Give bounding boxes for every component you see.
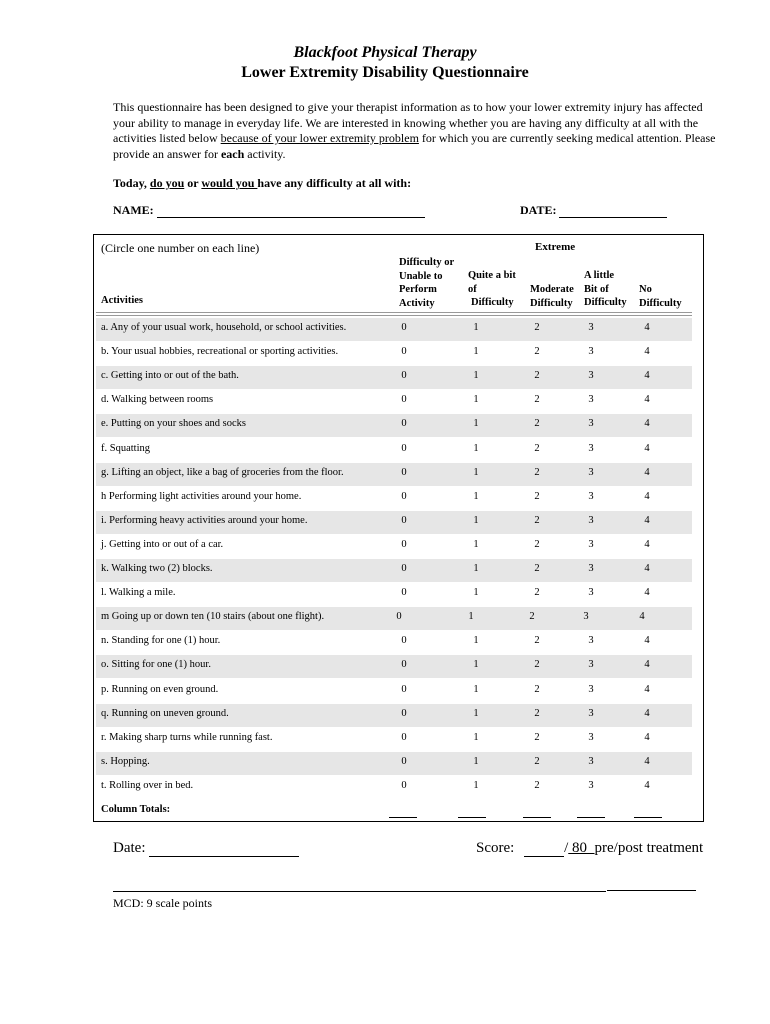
activity-label: f. Squatting — [101, 442, 150, 454]
table-row — [96, 655, 692, 678]
col4-line4: Difficulty — [639, 297, 682, 309]
score-option-0[interactable]: 0 — [401, 731, 407, 743]
score-option-0[interactable]: 0 — [401, 442, 407, 454]
intro-bold: each — [220, 146, 245, 161]
score-option-4[interactable]: 4 — [644, 755, 650, 767]
table-row — [96, 559, 692, 582]
form-subtitle: Lower Extremity Disability Questionnaire — [241, 64, 529, 81]
score-option-2[interactable]: 2 — [534, 755, 540, 767]
activity-label: s. Hopping. — [101, 755, 150, 767]
activity-label: e. Putting on your shoes and socks — [101, 418, 246, 430]
total-blank-4[interactable] — [634, 817, 662, 818]
bottom-date-input-line[interactable] — [149, 842, 299, 857]
score-field — [476, 840, 703, 857]
score-option-1[interactable]: 1 — [473, 370, 479, 382]
table-row — [96, 463, 692, 486]
column-header-3 — [584, 269, 627, 310]
score-option-3[interactable]: 3 — [588, 418, 594, 430]
activity-label: p. Running on even ground. — [101, 683, 219, 695]
name-input-line[interactable] — [157, 205, 425, 218]
total-blank-1[interactable] — [458, 817, 486, 818]
bottom-date-field — [113, 840, 299, 857]
col3-line2: A little — [584, 270, 615, 281]
header-divider-2 — [96, 315, 692, 316]
table-row — [96, 680, 692, 703]
score-option-2[interactable]: 2 — [534, 394, 540, 406]
score-option-4[interactable]: 4 — [644, 538, 650, 550]
score-option-2[interactable]: 2 — [529, 611, 535, 623]
table-row — [96, 511, 692, 534]
score-option-3[interactable]: 3 — [588, 442, 594, 454]
score-option-1[interactable]: 1 — [473, 394, 479, 406]
score-option-2[interactable]: 2 — [534, 346, 540, 358]
score-option-3[interactable]: 3 — [588, 394, 594, 406]
score-option-0[interactable]: 0 — [401, 755, 407, 767]
intro-text-3: activity. — [244, 146, 286, 161]
score-option-0[interactable]: 0 — [401, 490, 407, 502]
score-option-0[interactable]: 0 — [401, 563, 407, 574]
score-option-0[interactable]: 0 — [401, 346, 407, 358]
score-option-1[interactable]: 1 — [473, 563, 479, 574]
score-option-0[interactable]: 0 — [401, 659, 407, 671]
column-totals-label: Column Totals: — [101, 804, 171, 815]
activity-label: b. Your usual hobbies, recreational or sporting activities. — [101, 346, 339, 358]
activity-label: d. Walking between rooms — [101, 394, 214, 406]
score-option-3[interactable]: 3 — [588, 370, 594, 382]
col3-line3: Bit of — [584, 283, 609, 295]
score-option-1[interactable]: 1 — [473, 418, 479, 430]
score-option-1[interactable]: 1 — [473, 538, 479, 550]
score-option-1[interactable]: 1 — [473, 779, 479, 791]
score-option-1[interactable]: 1 — [473, 755, 479, 767]
activity-label: j. Getting into or out of a car. — [101, 538, 224, 550]
activity-label: a. Any of your usual work, household, or school activities. — [101, 322, 347, 333]
score-suffix: pre/post treatment — [594, 840, 704, 856]
score-option-3[interactable]: 3 — [588, 514, 594, 526]
score-option-2[interactable]: 2 — [534, 707, 540, 719]
activity-label: o. Sitting for one (1) hour. — [101, 659, 211, 671]
header-divider — [96, 312, 692, 313]
score-option-3[interactable]: 3 — [588, 346, 594, 358]
column-header-2 — [530, 283, 574, 310]
score-option-3[interactable]: 3 — [583, 611, 589, 623]
activity-label: t. Rolling over in bed. — [101, 779, 194, 791]
table-row — [96, 583, 692, 606]
name-field — [113, 203, 425, 218]
activity-label: g. Lifting an object, like a bag of groceries from the floor. — [101, 466, 344, 478]
table-row — [96, 631, 692, 654]
score-option-0[interactable]: 0 — [401, 707, 407, 719]
column-header-4 — [639, 283, 682, 310]
score-option-4[interactable]: 4 — [644, 514, 650, 526]
today-question — [113, 176, 411, 191]
score-option-3[interactable]: 3 — [588, 707, 594, 719]
score-label: Score: — [476, 840, 515, 856]
col1-line2: Quite a bit — [468, 270, 516, 281]
score-option-4[interactable]: 4 — [644, 490, 650, 502]
score-option-1[interactable]: 1 — [473, 466, 479, 478]
score-option-1[interactable]: 1 — [473, 683, 479, 695]
table-row — [96, 390, 692, 413]
score-option-0[interactable]: 0 — [396, 611, 402, 623]
score-option-3[interactable]: 3 — [588, 755, 594, 767]
score-option-3[interactable]: 3 — [588, 322, 594, 333]
score-option-4[interactable]: 4 — [644, 370, 650, 382]
table-row — [96, 342, 692, 365]
score-option-3[interactable]: 3 — [588, 538, 594, 550]
signature-line-short[interactable] — [607, 890, 696, 891]
score-option-3[interactable]: 3 — [588, 659, 594, 671]
table-row — [96, 535, 692, 558]
col2-line3: Moderate — [530, 284, 574, 295]
score-option-1[interactable]: 1 — [473, 707, 479, 719]
col0-line3: Perform — [399, 284, 437, 295]
name-label: NAME: — [113, 203, 154, 217]
score-option-3[interactable]: 3 — [588, 466, 594, 478]
activity-label: l. Walking a mile. — [101, 587, 176, 599]
activity-label: m Going up or down ten (10 stairs (about one flight). — [101, 611, 325, 623]
score-option-1[interactable]: 1 — [473, 587, 479, 599]
col1-line3: of — [468, 283, 477, 295]
table-row — [96, 776, 692, 799]
activity-label: i. Performing heavy activities around your home. — [101, 514, 308, 526]
column-header-1 — [468, 269, 516, 310]
activity-label: k. Walking two (2) blocks. — [101, 563, 213, 574]
score-option-2[interactable]: 2 — [534, 659, 540, 671]
score-option-1[interactable]: 1 — [473, 659, 479, 671]
score-option-4[interactable]: 4 — [644, 779, 650, 791]
score-option-4[interactable]: 4 — [644, 418, 650, 430]
circle-instruction: (Circle one number on each line) — [101, 241, 260, 255]
score-option-3[interactable]: 3 — [588, 587, 594, 599]
score-option-1[interactable]: 1 — [473, 442, 479, 454]
score-option-0[interactable]: 0 — [401, 466, 407, 478]
score-option-2[interactable]: 2 — [534, 587, 540, 599]
score-option-2[interactable]: 2 — [534, 466, 540, 478]
score-option-0[interactable]: 0 — [401, 587, 407, 599]
col0-line2: Unable to — [399, 270, 443, 282]
activity-label: h Performing light activities around your home. — [101, 490, 302, 502]
score-option-4[interactable]: 4 — [644, 563, 650, 574]
total-blank-3[interactable] — [577, 817, 605, 818]
score-option-0[interactable]: 0 — [401, 683, 407, 695]
today-do-you: do you — [149, 176, 185, 190]
score-option-2[interactable]: 2 — [534, 731, 540, 743]
score-option-3[interactable]: 3 — [588, 731, 594, 743]
score-option-2[interactable]: 2 — [534, 563, 540, 574]
table-row — [96, 752, 692, 775]
score-option-0[interactable]: 0 — [401, 514, 407, 526]
col2-line4: Difficulty — [530, 297, 573, 309]
score-option-0[interactable]: 0 — [401, 322, 407, 333]
bottom-date-label: Date: — [113, 840, 146, 856]
signature-line[interactable] — [113, 891, 606, 892]
date-field — [520, 203, 667, 218]
score-option-4[interactable]: 4 — [644, 322, 650, 333]
score-option-1[interactable]: 1 — [473, 490, 479, 502]
activity-label: c. Getting into or out of the bath. — [101, 370, 239, 382]
score-option-4[interactable]: 4 — [644, 659, 650, 671]
score-option-2[interactable]: 2 — [534, 635, 540, 647]
score-option-1[interactable]: 1 — [468, 611, 474, 623]
table-row — [96, 318, 692, 341]
score-option-4[interactable]: 4 — [644, 707, 650, 719]
table-row — [96, 414, 692, 437]
score-option-3[interactable]: 3 — [588, 563, 594, 574]
table-row — [96, 366, 692, 389]
table-row — [96, 439, 692, 462]
activities-header: Activities — [101, 295, 143, 306]
activity-label: q. Running on uneven ground. — [101, 707, 229, 719]
column-header-0 — [399, 256, 454, 310]
score-option-2[interactable]: 2 — [534, 683, 540, 695]
score-max-value: 80 — [572, 840, 587, 856]
score-option-4[interactable]: 4 — [644, 442, 650, 454]
score-max — [568, 840, 594, 856]
col4-line3: No — [639, 284, 652, 295]
total-blank-2[interactable] — [523, 817, 551, 818]
score-option-1[interactable]: 1 — [473, 731, 479, 743]
col0-line4: Activity — [399, 297, 435, 309]
score-option-3[interactable]: 3 — [588, 779, 594, 791]
score-option-4[interactable]: 4 — [644, 587, 650, 599]
intro-underlined: because of your lower extremity problem — [220, 131, 419, 145]
mcd-note: MCD: 9 scale points — [113, 896, 212, 910]
score-option-2[interactable]: 2 — [534, 514, 540, 526]
score-option-4[interactable]: 4 — [644, 731, 650, 743]
date-label: DATE: — [520, 203, 557, 217]
intro-text-2: for which you are currently seeking medical attention. Please provide an answer for — [113, 131, 716, 161]
score-option-4[interactable]: 4 — [644, 466, 650, 478]
extreme-label: Extreme — [535, 241, 576, 253]
score-option-0[interactable]: 0 — [401, 370, 407, 382]
table-row — [96, 704, 692, 727]
activity-label: n. Standing for one (1) hour. — [101, 635, 221, 647]
form-title: Blackfoot Physical Therapy — [293, 44, 477, 61]
score-option-1[interactable]: 1 — [473, 514, 479, 526]
score-option-1[interactable]: 1 — [473, 346, 479, 358]
date-input-line[interactable] — [559, 205, 667, 218]
today-suffix: have any difficulty at all with: — [257, 176, 412, 190]
score-option-4[interactable]: 4 — [644, 683, 650, 695]
col1-line4: Difficulty — [471, 297, 514, 308]
today-prefix: Today, — [113, 176, 150, 190]
score-option-2[interactable]: 2 — [534, 370, 540, 382]
score-option-3[interactable]: 3 — [588, 490, 594, 502]
score-option-0[interactable]: 0 — [401, 418, 407, 430]
score-option-0[interactable]: 0 — [401, 635, 407, 647]
score-option-2[interactable]: 2 — [534, 779, 540, 791]
col0-line1: Difficulty or — [399, 257, 455, 268]
score-option-2[interactable]: 2 — [534, 538, 540, 550]
total-blank-0[interactable] — [389, 817, 417, 818]
today-would-you: would you — [201, 176, 258, 190]
score-option-0[interactable]: 0 — [401, 779, 407, 791]
score-input-line[interactable] — [524, 842, 564, 857]
score-option-2[interactable]: 2 — [534, 442, 540, 454]
table-row — [96, 607, 692, 630]
score-option-3[interactable]: 3 — [588, 683, 594, 695]
col3-line4: Difficulty — [584, 297, 627, 308]
today-or: or — [184, 176, 202, 190]
score-option-2[interactable]: 2 — [534, 490, 540, 502]
score-option-1[interactable]: 1 — [473, 322, 479, 333]
table-row — [96, 728, 692, 751]
score-option-0[interactable]: 0 — [401, 394, 407, 406]
score-option-0[interactable]: 0 — [401, 538, 407, 550]
score-option-4[interactable]: 4 — [644, 635, 650, 647]
score-option-1[interactable]: 1 — [473, 635, 479, 647]
activity-label: r. Making sharp turns while running fast. — [101, 731, 273, 743]
score-option-3[interactable]: 3 — [588, 635, 594, 647]
score-option-2[interactable]: 2 — [534, 418, 540, 430]
table-row — [96, 487, 692, 510]
score-option-4[interactable]: 4 — [639, 611, 645, 623]
intro-paragraph — [113, 100, 723, 162]
score-option-4[interactable]: 4 — [644, 394, 650, 406]
score-slash: / — [564, 840, 569, 856]
score-option-4[interactable]: 4 — [644, 346, 650, 358]
intro-text-1: This questionnaire has been designed to give your therapist information as to how your lower extremity injury has affected your ability to manage in everyday life. We are interested in knowing whether you are having any difficulty at all with the activities listed below — [113, 100, 703, 145]
score-option-2[interactable]: 2 — [534, 322, 540, 333]
